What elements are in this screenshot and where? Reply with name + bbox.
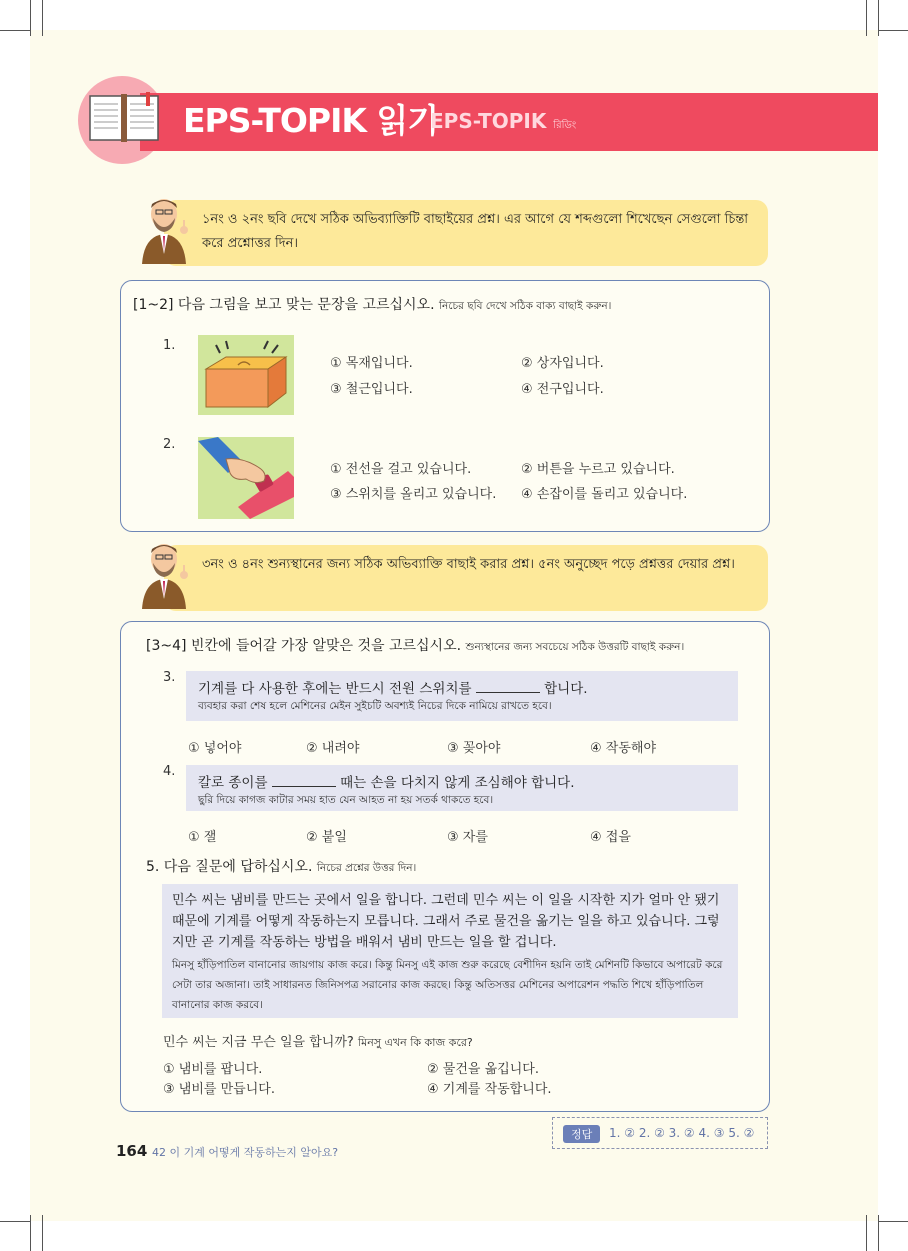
stem-text: 때는 손을 다치지 않게 조심해야 합니다. — [340, 775, 575, 791]
box-picture — [198, 335, 294, 415]
option[interactable]: ③ 스위치를 올리고 있습니다. — [330, 487, 497, 502]
blank-space — [476, 680, 540, 693]
stem-text: 합니다. — [544, 681, 588, 697]
question-number: 3. — [163, 670, 176, 685]
question-4-bengali: ছুরি দিয়ে কাগজ কাটার সময় হাত যেন আহত না হয় সতর্ক থাকতে হবে। — [198, 794, 494, 806]
press-button-illustration — [198, 437, 294, 519]
section2-heading — [146, 635, 684, 657]
passage-korean: 민수 씨는 냄비를 만드는 곳에서 일을 합니다. 그런데 민수 씨는 이 일을 시작한 지가 얼마 안 됐기 때문에 기계를 어떻게 작동하는지 모릅니다. 그래서 주로 물건을 옮기는 일을 하고 있습니다. 그렇지만 곧 기계를 작동하는 방법을 배워서 냄비 만드는 일을 할 겁니다. — [172, 893, 720, 950]
prompt-bengali: মিনসু এখন কি কাজ করে? — [357, 1036, 473, 1049]
teacher-note-2: ৩নং ও ৪নং শুন্যস্থানের জন্য সঠিক অভিব্যাক্তি বাছাই করার প্রশ্ন। ৫নং অনুচ্ছেদ পড়ে প্রশ্নত্তর দেয়ার প্রশ্ন। — [164, 545, 768, 611]
page-title: EPS-TOPIK 읽기 — [183, 101, 439, 140]
crop-mark — [0, 30, 30, 31]
question-5-prompt — [163, 1031, 473, 1053]
option[interactable]: ① 전선을 걸고 있습니다. — [330, 462, 472, 477]
option[interactable]: ③ 꽂아야 — [447, 741, 501, 756]
teacher-icon — [138, 541, 196, 609]
question-3-bengali: ব্যবহার করা শেষ হলে মেশিনের মেইন সুইচটি অবশ্যই নিচের দিকে নামিয়ে রাখতে হবে। — [198, 700, 552, 712]
crop-mark — [42, 1215, 43, 1251]
option[interactable]: ④ 기계를 작동합니다. — [427, 1082, 552, 1097]
stem-text: 기계를 다 사용한 후에는 반드시 전원 스위치를 — [198, 681, 472, 697]
subtitle-text: EPS-TOPIK — [430, 109, 547, 133]
option[interactable]: ② 상자입니다. — [521, 356, 604, 371]
option[interactable]: ④ 접을 — [590, 830, 631, 845]
option[interactable]: ① 넣어야 — [188, 741, 242, 756]
question-5-heading-ko: 5. 다음 질문에 답하십시오. — [146, 859, 313, 875]
crop-mark — [866, 0, 867, 36]
crop-mark — [866, 1215, 867, 1251]
answer-label: 정답 — [563, 1125, 600, 1143]
box-illustration — [198, 335, 294, 415]
question-4-stem — [186, 765, 738, 811]
subtitle-small: রিডিং — [553, 120, 577, 131]
page-subtitle — [430, 106, 576, 141]
section1-heading-bn: নিচের ছবি দেখে সঠিক বাক্য বাছাই করুন। — [438, 300, 612, 312]
question-number: 2. — [163, 437, 176, 452]
crop-mark — [42, 0, 43, 36]
teacher-icon — [138, 196, 196, 264]
option[interactable]: ③ 냄비를 만듭니다. — [163, 1082, 275, 1097]
crop-mark — [30, 0, 31, 36]
question-3-korean — [198, 677, 726, 697]
passage-bengali: মিনসু হাঁড়িপাতিল বানানোর জায়গায় কাজ করে। কিন্তু মিনসু এই কাজ শুরু করেছে বেশীদিন হয়নি তাই মেশিনটি কিভাবে অপারেট করে সেটা তার অজানা। তাই সাধারনত জিনিসপত্র সরানোর কাজ করছে। কিন্তু অতিসত্তর মেশিনের অপারেশন পদ্ধতি শিখে হাঁড়িপাতিল বানানোর কাজ করবে। — [172, 959, 723, 1011]
section1-heading — [133, 294, 611, 316]
crop-mark — [878, 30, 908, 31]
question-number: 4. — [163, 764, 176, 779]
blank-space — [272, 774, 336, 787]
option[interactable]: ② 내려야 — [306, 741, 360, 756]
question-5-heading — [146, 856, 416, 878]
section2-heading-bn: শুন্যস্থানের জন্য সবচেয়ে সঠিক উত্তরটি বাছাই করুন। — [465, 641, 685, 653]
button-picture — [198, 437, 294, 519]
section2-heading-ko: [3~4] 빈칸에 들어갈 가장 알맞은 것을 고르십시오. — [146, 638, 462, 654]
option[interactable]: ② 물건을 옮깁니다. — [427, 1062, 539, 1077]
teacher-note-1: ১নং ও ২নং ছবি দেখে সঠিক অভিব্যাক্তিটি বাছাইয়ের প্রশ্ন। এর আগে যে শব্দগুলো শিখেছেন সেগুলো চিন্তা করে প্রশ্নোত্তর দিন। — [164, 200, 768, 266]
question-4-korean — [198, 771, 726, 791]
crop-mark — [30, 1215, 31, 1251]
answer-key — [552, 1117, 768, 1149]
chapter-title: 42 이 기계 어떻게 작동하는지 알아요? — [152, 1146, 339, 1159]
section1-heading-ko: [1~2] 다음 그림을 보고 맞는 문장을 고르십시오. — [133, 297, 435, 313]
reading-passage — [162, 884, 738, 1018]
option[interactable]: ④ 손잡이를 돌리고 있습니다. — [521, 487, 688, 502]
option[interactable]: ② 버튼을 누르고 있습니다. — [521, 462, 675, 477]
option[interactable]: ① 냄비를 팝니다. — [163, 1062, 263, 1077]
crop-mark — [878, 1221, 908, 1222]
question-3-stem — [186, 671, 738, 721]
book-icon — [88, 92, 160, 144]
option[interactable]: ② 붙일 — [306, 830, 347, 845]
crop-mark — [0, 1221, 30, 1222]
option[interactable]: ④ 작동해야 — [590, 741, 657, 756]
prompt-korean: 민수 씨는 지금 무슨 일을 합니까? — [163, 1035, 354, 1050]
option[interactable]: ③ 철근입니다. — [330, 382, 413, 397]
page-number: 164 — [116, 1142, 148, 1160]
question-number: 1. — [163, 338, 176, 353]
answer-text: 1. ② 2. ② 3. ② 4. ③ 5. ② — [609, 1126, 755, 1140]
option[interactable]: ④ 전구입니다. — [521, 382, 604, 397]
option[interactable]: ① 잴 — [188, 830, 217, 845]
option[interactable]: ③ 자를 — [447, 830, 488, 845]
stem-text: 칼로 종이를 — [198, 775, 268, 791]
question-5-heading-bn: নিচের প্রশ্নের উত্তর দিন। — [316, 862, 417, 874]
option[interactable]: ① 목재입니다. — [330, 356, 413, 371]
